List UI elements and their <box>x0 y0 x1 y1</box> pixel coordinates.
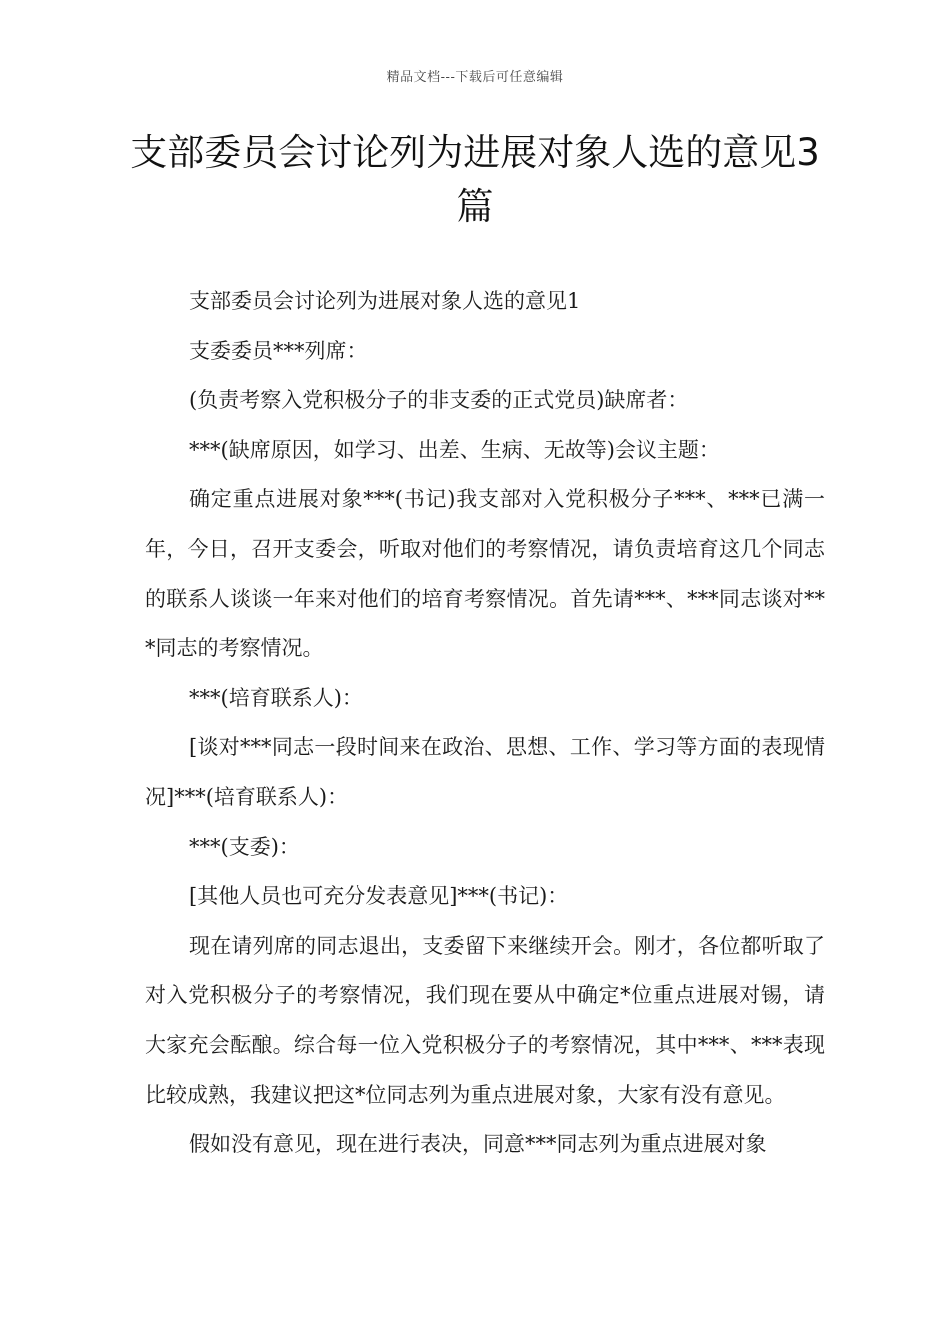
paragraph: ***(培育联系人)： <box>189 685 363 710</box>
paragraph: 确定重点进展对象***(书记)我支部对入党积极分子***、***已满一年，今日，召开支委会，听取对他们的考察情况，请负责培育这几个同志的联系人谈谈一年来对他们的培育考察情况。首先请***、***同志谈对***同志的考察情况。 <box>145 487 825 661</box>
paragraph: 假如没有意见，现在进行表决，同意***同志列为重点进展对象 <box>189 1132 767 1157</box>
paragraph: ***(支委)： <box>189 834 300 859</box>
paragraph: (负责考察入党积极分子的非支委的正式党员)缺席者： <box>189 388 689 413</box>
paragraph: 现在请列席的同志退出，支委留下来继续开会。刚才，各位都听取了对入党积极分子的考察情况，我们现在要从中确定*位重点进展对锡，请大家充会酝酿。综合每一位入党积极分子的考察情况，其中***、***表现比较成熟，我建议把这*位同志列为重点进展对象，大家有没有意见。 <box>145 933 825 1107</box>
document-body <box>145 277 825 1170</box>
header-note: 精品文档---下载后可任意编辑 <box>386 70 564 85</box>
paragraph: 支部委员会讨论列为进展对象人选的意见1 <box>189 289 581 313</box>
paragraph: [其他人员也可充分发表意见]***(书记)： <box>189 884 569 909</box>
paragraph: [谈对***同志一段时间来在政治、思想、工作、学习等方面的表现情况]***(培育联系人)： <box>145 735 825 809</box>
paragraph: ***(缺席原因，如学习、出差、生病、无故等)会议主题： <box>189 437 720 462</box>
document-title: 支部委员会讨论列为进展对象人选的意见3篇 <box>130 131 820 228</box>
paragraph: 支委委员***列席： <box>189 338 368 363</box>
